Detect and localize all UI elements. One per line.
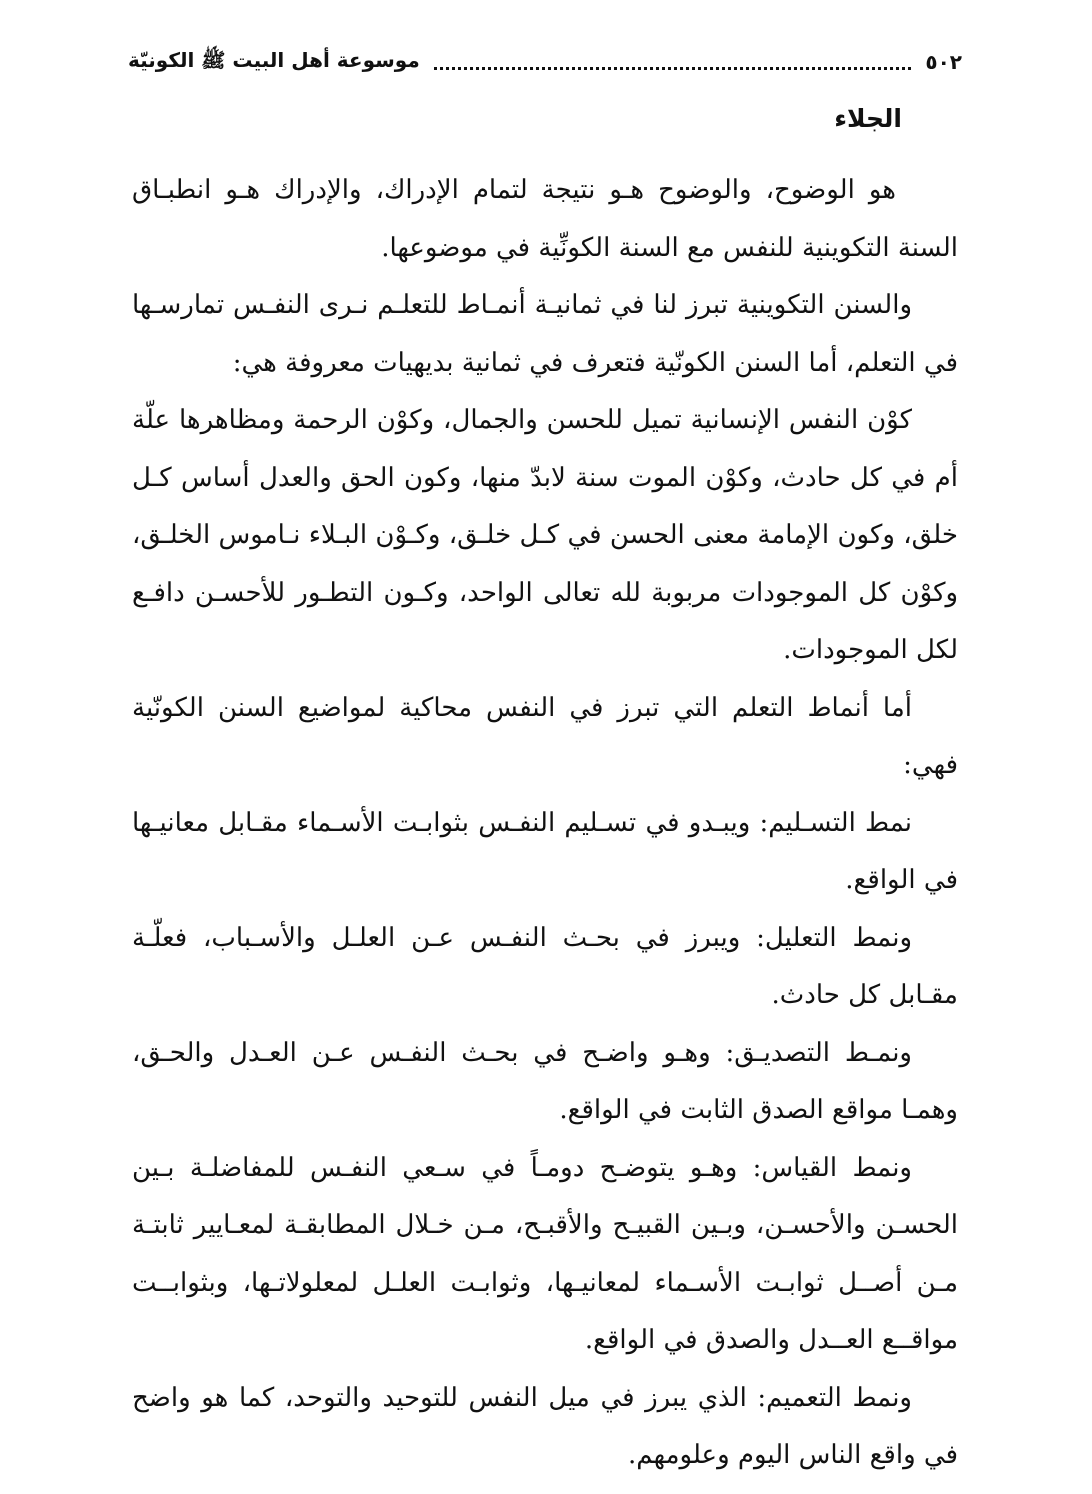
paragraph: ونمـط التصديـق: وهـو واضـح في بحـث النفـس عـن العـدل والحـق، وهمـا مواقع الصدق الثابت في الواقع. — [132, 1037, 958, 1125]
paragraph: ونمط التعميم: الذي يبرز في ميل النفس للتوحيد والتوحد، كما هو واضح في واقع الناس اليوم وعلومهم. — [132, 1382, 958, 1470]
body-text — [132, 162, 958, 1485]
paragraph: كوْن النفس الإنسانية تميل للحسن والجمال، وكوْن الرحمة ومظاهرها علّة أم في كل حادث، وكوْن الموت سنة لابدّ منها، وكون الحق والعدل أساس كـل خلق، وكون الإمامة معنى الحسن في كـل خلـق، وكـوْن البـلاء نـاموس الخلـق، وكوْن كل الموجودات مربوبة لله تعالى الواحد، وكـون التطـور للأحسـن دافـع لكل الموجودات. — [132, 405, 958, 665]
paragraph: هو الوضوح، والوضوح هـو نتيجة لتمام الإدراك، والإدراك هـو انطبـاق السنة التكوينية للنفس مع السنة الكونِّية في موضوعها. — [132, 175, 958, 263]
section-heading: الجلاء — [834, 104, 902, 133]
running-header — [128, 40, 962, 84]
page-number: ٥٠٢ — [925, 50, 962, 74]
paragraph: نمط التسـليم: ويبـدو في تسـليم النفـس بثوابـت الأسـماء مقـابل معانيـها في الواقع. — [132, 807, 958, 895]
paragraph: ونمط التعليل: ويبرز في بحـث النفـس عـن العلـل والأسـباب، فعلّـة مقـابل كل حادث. — [132, 922, 958, 1010]
paragraph: أما أنماط التعلم التي تبرز في النفس محاكية لمواضيع السنن الكونّية فهي: — [132, 692, 958, 780]
book-title: موسوعة أهل البيت ﷺ الكونيّة — [128, 47, 420, 72]
paragraph: والسنن التكوينية تبرز لنا في ثمانيـة أنمـاط للتعلـم نـرى النفـس تمارسـها في التعلم، أما السنن الكونّية فتعرف في ثمانية بديهيات معروفة هي: — [132, 290, 958, 378]
paragraph: ونمط القياس: وهـو يتوضـح دومـاً في سـعي النفـس للمفاضلـة بـين الحسـن والأحسـن، وبـين القبيـح والأقبـح، مـن خـلال المطابقـة لمعـايير ثابتـة مـن أصــل ثوابـت الأسـماء لمعانيـها، وثوابـت العلـل لمعلولاتـها، وبثوابــت مواقــع العــدل والصدق في الواقع. — [132, 1152, 958, 1355]
dotted-leader — [434, 67, 912, 70]
